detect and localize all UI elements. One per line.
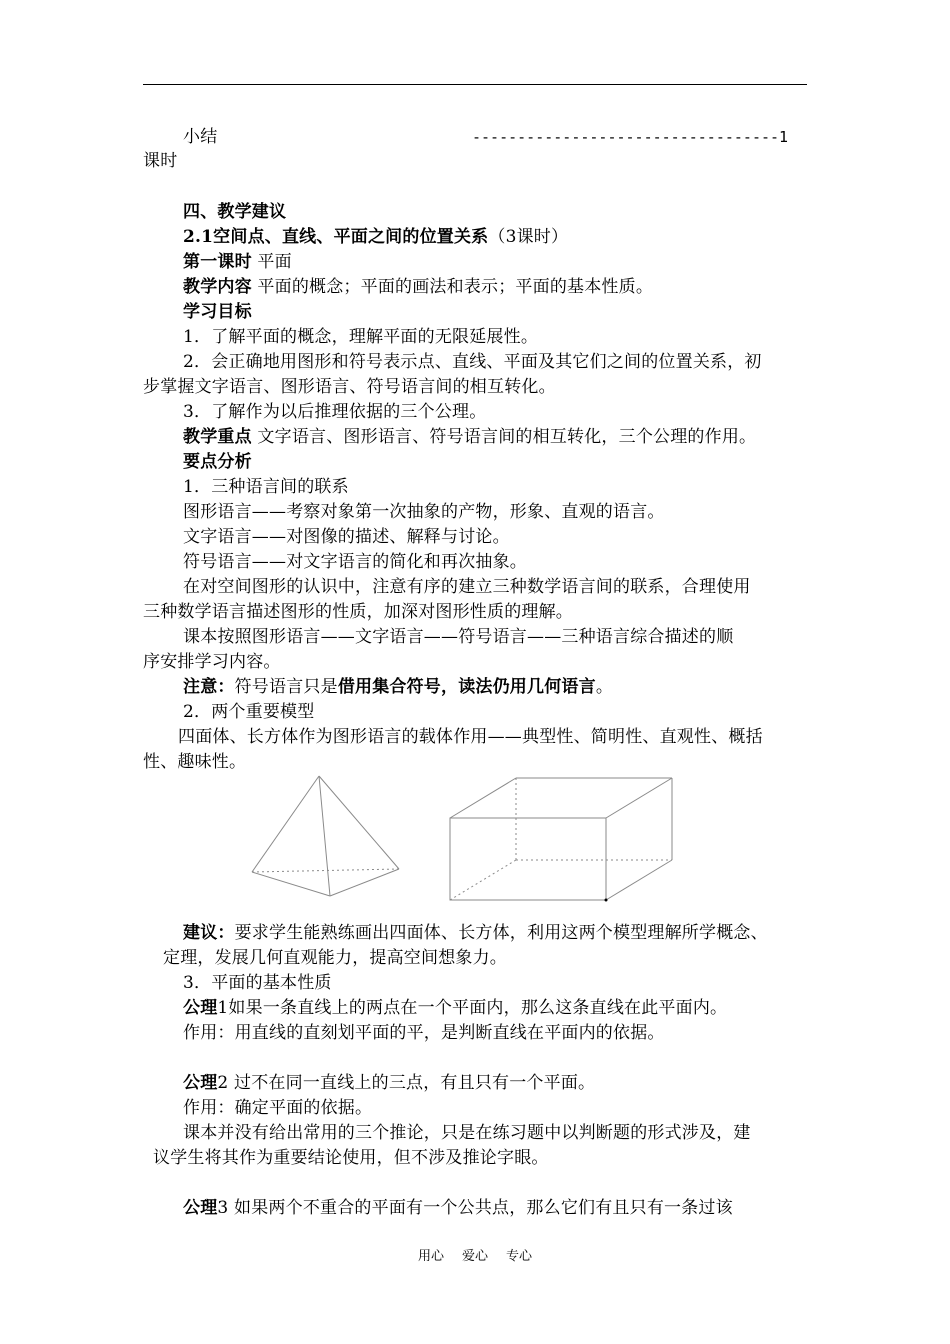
- analysis-heading: 要点分析: [183, 452, 252, 472]
- axiom1-line: 公理1如果一条直线上的两点在一个平面内，那么这条直线在此平面内。: [183, 998, 728, 1018]
- lesson-line: 第一课时 平面: [183, 252, 292, 272]
- corollary-line-2: 议学生将其作为重要结论使用，但不涉及推论字眼。: [153, 1148, 549, 1168]
- goal-item-2-line-2: 步掌握文字语言、图形语言、符号语言间的相互转化。: [143, 377, 556, 397]
- subsection-title: 2.1空间点、直线、平面之间的位置关系（3课时）: [183, 227, 569, 247]
- summary-tail: 课时: [143, 151, 178, 171]
- axiom2-line: 公理2 过不在同一直线上的三点，有且只有一个平面。: [183, 1073, 596, 1093]
- para1-line-2: 三种数学语言描述图形的性质，加深对图形性质的理解。: [143, 602, 573, 622]
- summary-dashes: ----------------------------------1: [472, 128, 789, 146]
- models-line-2: 性、趣味性。: [143, 752, 247, 772]
- models-line-1: 四面体、长方体作为图形语言的载体作用——典型性、简明性、直观性、概括: [178, 727, 763, 747]
- models-figure: [240, 770, 680, 906]
- suggestion-line-1: 建议：要求学生能熟练画出四面体、长方体，利用这两个模型理解所学概念、: [183, 923, 768, 943]
- footer-word: 用心: [417, 1249, 444, 1264]
- goal-item-1: 1．了解平面的概念，理解平面的无限延展性。: [183, 327, 539, 347]
- analysis-p2-title: 2．两个重要模型: [183, 702, 315, 722]
- properties-title: 3．平面的基本性质: [183, 973, 332, 993]
- axiom1-use: 作用：用直线的直刻划平面的平，是判断直线在平面内的依据。: [183, 1023, 665, 1043]
- content-line: 教学内容 平面的概念；平面的画法和表示；平面的基本性质。: [183, 277, 654, 297]
- header-rule: [143, 84, 807, 85]
- graphic-language-line: 图形语言——考察对象第一次抽象的产物，形象、直观的语言。: [183, 502, 665, 522]
- page-footer: [0, 1248, 950, 1266]
- cuboid-figure: [450, 778, 672, 902]
- section-heading: 四、教学建议: [183, 202, 287, 222]
- summary-line: 小结: [183, 127, 218, 147]
- corollary-line-1: 课本并没有给出常用的三个推论，只是在练习题中以判断题的形式涉及，建: [183, 1123, 751, 1143]
- axiom3-line: 公理3 如果两个不重合的平面有一个公共点，那么它们有且只有一条过该: [183, 1198, 733, 1218]
- note-line: 注意：符号语言只是借用集合符号，读法仍用几何语言。: [183, 677, 614, 697]
- focus-line: 教学重点 文字语言、图形语言、符号语言间的相互转化，三个公理的作用。: [183, 427, 757, 447]
- para2-line-1: 课本按照图形语言——文字语言——符号语言——三种语言综合描述的顺: [183, 627, 734, 647]
- goals-heading: 学习目标: [183, 302, 252, 322]
- footer-word: 爱心: [461, 1249, 488, 1264]
- goal-item-3: 3．了解作为以后推理依据的三个公理。: [183, 402, 487, 422]
- textual-language-line: 文字语言——对图像的描述、解释与讨论。: [183, 527, 510, 547]
- para2-line-2: 序安排学习内容。: [143, 652, 281, 672]
- goal-item-2-line-1: 2．会正确地用图形和符号表示点、直线、平面及其它们之间的位置关系，初: [183, 352, 762, 372]
- suggestion-line-2: 定理，发展几何直观能力，提高空间想象力。: [163, 948, 507, 968]
- axiom2-use: 作用：确定平面的依据。: [183, 1098, 373, 1118]
- para1-line-1: 在对空间图形的认识中，注意有序的建立三种数学语言间的联系，合理使用: [183, 577, 751, 597]
- footer-word: 专心: [506, 1249, 533, 1264]
- symbolic-language-line: 符号语言——对文字语言的简化和再次抽象。: [183, 552, 527, 572]
- analysis-p1-title: 1．三种语言间的联系: [183, 477, 349, 497]
- tetrahedron-figure: [252, 776, 399, 896]
